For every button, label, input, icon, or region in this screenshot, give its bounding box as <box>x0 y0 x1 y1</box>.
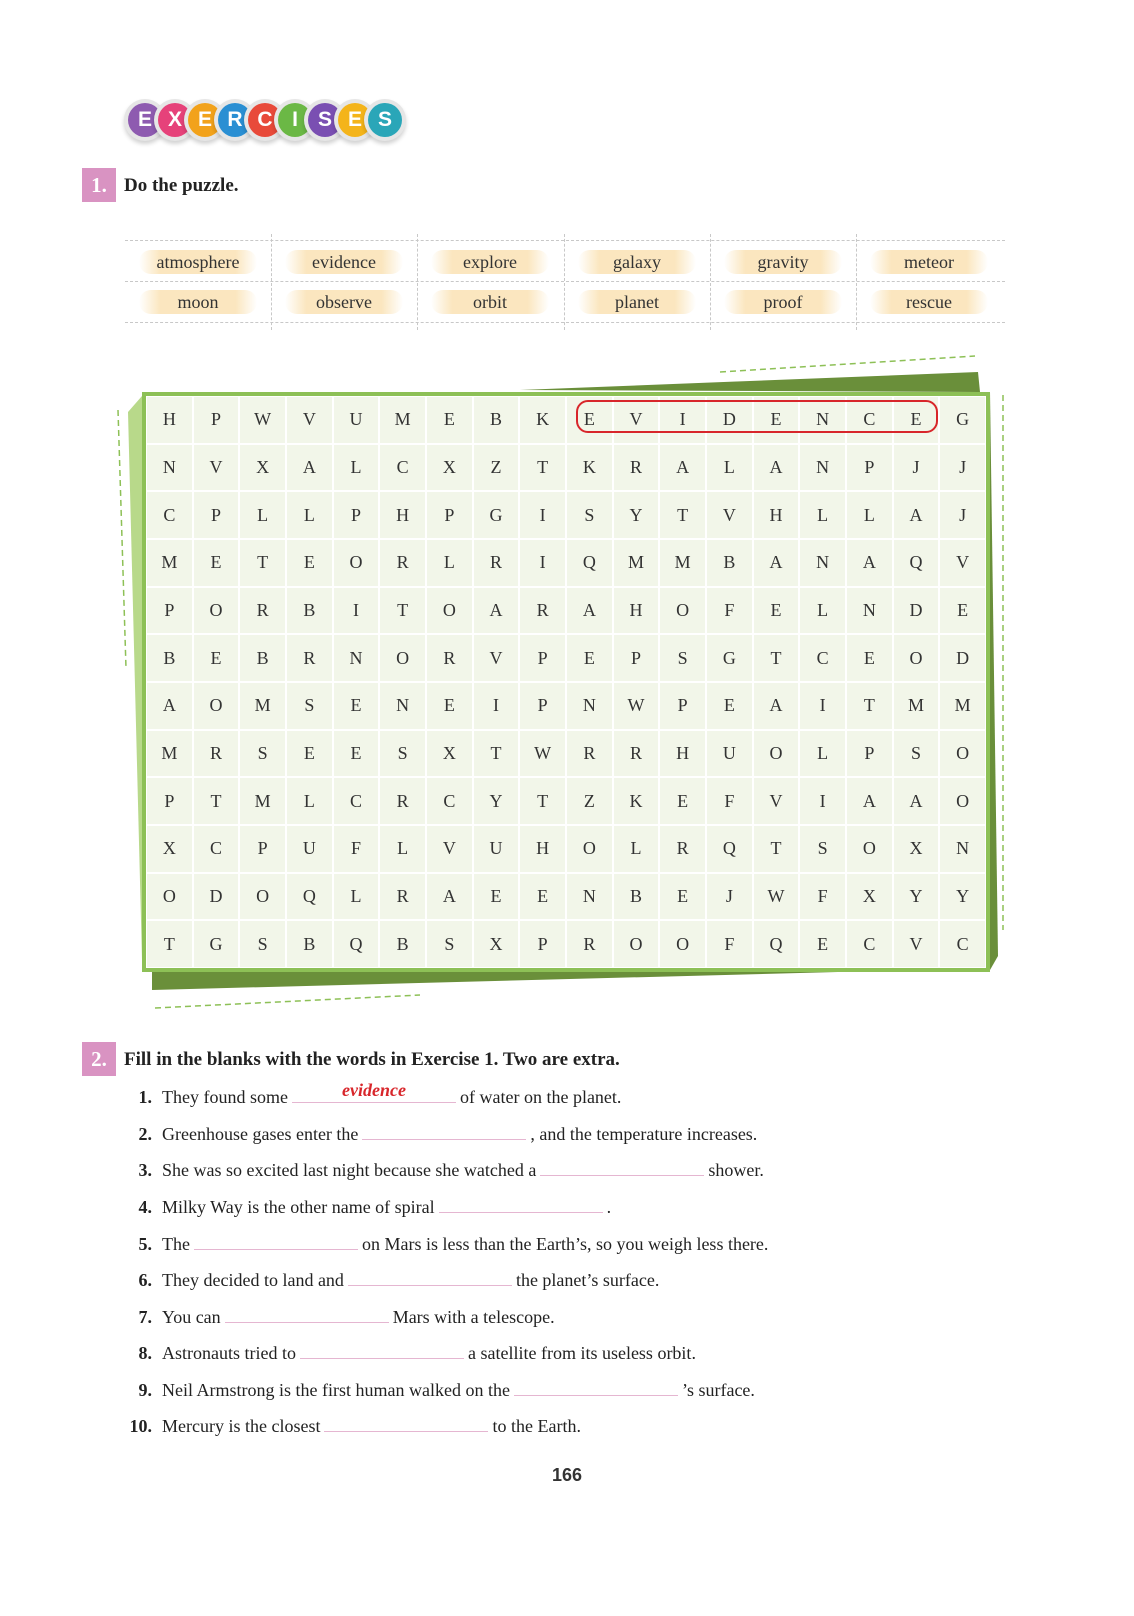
sentence-5 <box>110 1229 768 1257</box>
grid-cell: I <box>799 777 846 825</box>
grid-cell: N <box>566 682 613 730</box>
grid-cell: O <box>239 873 286 921</box>
grid-cell: X <box>846 873 893 921</box>
grid-cell: S <box>239 920 286 968</box>
grid-cell: L <box>426 539 473 587</box>
exercise-2-number: 2. <box>82 1042 116 1076</box>
grid-cell: P <box>193 491 240 539</box>
sentence-text-after: to the Earth. <box>492 1416 581 1436</box>
grid-cell: R <box>473 539 520 587</box>
grid-cell: X <box>426 444 473 492</box>
grid-cell: C <box>146 491 193 539</box>
sentence-text-before: Neil Armstrong is the first human walked on the <box>162 1380 510 1400</box>
heading-badge-r: R <box>218 103 252 137</box>
grid-cell: B <box>286 920 333 968</box>
grid-cell: E <box>659 777 706 825</box>
grid-cell: W <box>753 873 800 921</box>
grid-cell: C <box>426 777 473 825</box>
grid-cell: O <box>333 539 380 587</box>
grid-cell: N <box>379 682 426 730</box>
grid-cell: S <box>659 634 706 682</box>
grid-cell: R <box>519 587 566 635</box>
grid-cell: E <box>753 587 800 635</box>
sentence-1 <box>110 1082 621 1110</box>
page-number: 166 <box>551 1465 583 1485</box>
grid-cell: N <box>146 444 193 492</box>
grid-cell: M <box>379 396 426 444</box>
grid-cell: N <box>799 396 846 444</box>
grid-cell: A <box>566 587 613 635</box>
grid-cell: R <box>613 730 660 778</box>
grid-cell: X <box>146 825 193 873</box>
grid-cell: A <box>753 539 800 587</box>
grid-cell: N <box>799 444 846 492</box>
grid-cell: Q <box>753 920 800 968</box>
grid-cell: I <box>659 396 706 444</box>
sentence-text-after: on Mars is less than the Earth’s, so you weigh less there. <box>361 1234 769 1254</box>
grid-cell: L <box>613 825 660 873</box>
grid-cell: N <box>846 587 893 635</box>
sentence-number: 4. <box>138 1197 152 1217</box>
grid-cell: O <box>613 920 660 968</box>
grid-cell: T <box>473 730 520 778</box>
grid-cell: S <box>379 730 426 778</box>
grid-cell: P <box>239 825 286 873</box>
grid-cell: Z <box>473 444 520 492</box>
word-meteor: meteor <box>870 250 988 274</box>
heading-badge-e3: E <box>338 103 372 137</box>
sentence-number: 9. <box>138 1380 152 1400</box>
grid-cell: P <box>846 444 893 492</box>
grid-cell: E <box>706 682 753 730</box>
grid-cell: P <box>519 682 566 730</box>
grid-cell: A <box>893 491 940 539</box>
grid-cell: E <box>846 634 893 682</box>
sentence-text-after: , and the temperature increases. <box>530 1124 758 1144</box>
grid-cell: B <box>473 396 520 444</box>
grid-cell: B <box>286 587 333 635</box>
grid-cell: L <box>286 491 333 539</box>
grid-cell: E <box>893 396 940 444</box>
grid-cell: L <box>799 730 846 778</box>
grid-cell: I <box>519 491 566 539</box>
sentence-text-after: shower. <box>708 1160 764 1180</box>
sentence-number: 3. <box>138 1160 152 1180</box>
grid-cell: I <box>519 539 566 587</box>
word-moon: moon <box>139 290 257 314</box>
word-gravity: gravity <box>724 250 842 274</box>
grid-cell: E <box>286 539 333 587</box>
word-evidence: evidence <box>285 250 403 274</box>
grid-cell: E <box>333 730 380 778</box>
grid-cell: O <box>659 920 706 968</box>
grid-cell: L <box>239 491 286 539</box>
grid-cell: M <box>659 539 706 587</box>
grid-cell: U <box>333 396 380 444</box>
grid-cell: X <box>473 920 520 968</box>
grid-cell: Y <box>939 873 986 921</box>
heading-badge-i: I <box>278 103 312 137</box>
grid-cell: L <box>799 587 846 635</box>
grid-cell: C <box>799 634 846 682</box>
grid-cell: P <box>846 730 893 778</box>
answer-blank-4[interactable] <box>439 1192 603 1213</box>
sentence-text-before: She was so excited last night because she watched a <box>162 1160 537 1180</box>
grid-cell: R <box>286 634 333 682</box>
grid-cell: T <box>379 587 426 635</box>
grid-cell: X <box>239 444 286 492</box>
found-word-highlight <box>576 400 938 433</box>
sentence-text-after: ’s surface. <box>681 1380 755 1400</box>
sentence-text-before: The <box>162 1234 190 1254</box>
grid-cell: L <box>846 491 893 539</box>
word-planet: planet <box>578 290 696 314</box>
word-rescue: rescue <box>870 290 988 314</box>
grid-cell: U <box>706 730 753 778</box>
grid-cell: O <box>193 587 240 635</box>
sentence-text-before: Astronauts tried to <box>162 1343 296 1363</box>
answer-blank-2[interactable] <box>362 1119 526 1140</box>
grid-cell: H <box>519 825 566 873</box>
heading-badge-e1: E <box>128 103 162 137</box>
grid-cell: C <box>846 920 893 968</box>
grid-cell: H <box>613 587 660 635</box>
grid-cell: O <box>846 825 893 873</box>
heading-badge-e2: E <box>188 103 222 137</box>
exercise-1-title: Do the puzzle. <box>124 175 239 196</box>
grid-cell: P <box>659 682 706 730</box>
word-proof: proof <box>724 290 842 314</box>
grid-cell: R <box>426 634 473 682</box>
grid-cell: B <box>239 634 286 682</box>
grid-cell: T <box>753 634 800 682</box>
answer-text: evidence <box>342 1080 406 1100</box>
grid-cell: I <box>333 587 380 635</box>
grid-cell: H <box>659 730 706 778</box>
grid-cell: E <box>286 730 333 778</box>
grid-cell: Q <box>706 825 753 873</box>
grid-cell: D <box>706 396 753 444</box>
grid-cell: T <box>519 444 566 492</box>
grid-cell: L <box>286 777 333 825</box>
sentence-text-before: Mercury is the closest <box>162 1416 321 1436</box>
grid-cell: A <box>426 873 473 921</box>
sentence-number: 6. <box>138 1270 152 1290</box>
grid-cell: F <box>799 873 846 921</box>
grid-cell: T <box>846 682 893 730</box>
grid-cell: X <box>893 825 940 873</box>
grid-cell: W <box>239 396 286 444</box>
grid-cell: P <box>519 634 566 682</box>
grid-cell: L <box>333 444 380 492</box>
heading-badge-s1: S <box>308 103 342 137</box>
grid-cell: V <box>753 777 800 825</box>
sentence-3 <box>110 1155 764 1183</box>
grid-cell: E <box>939 587 986 635</box>
grid-cell: E <box>426 682 473 730</box>
grid-cell: Y <box>473 777 520 825</box>
grid-cell: O <box>146 873 193 921</box>
grid-cell: V <box>939 539 986 587</box>
grid-cell: G <box>193 920 240 968</box>
grid-cell: H <box>379 491 426 539</box>
grid-cell: A <box>753 682 800 730</box>
grid-cell: R <box>239 587 286 635</box>
sentence-number: 7. <box>138 1307 152 1327</box>
grid-cell: N <box>333 634 380 682</box>
grid-cell: C <box>193 825 240 873</box>
word-galaxy: galaxy <box>578 250 696 274</box>
grid-cell: O <box>753 730 800 778</box>
grid-cell: M <box>146 539 193 587</box>
grid-cell: E <box>193 634 240 682</box>
grid-cell: B <box>613 873 660 921</box>
sentence-6 <box>110 1265 659 1293</box>
grid-cell: E <box>566 634 613 682</box>
sentence-text-before: They decided to land and <box>162 1270 344 1290</box>
answer-blank-5[interactable] <box>194 1229 358 1250</box>
grid-cell: K <box>519 396 566 444</box>
grid-cell: O <box>426 587 473 635</box>
grid-cell: M <box>613 539 660 587</box>
grid-cell: I <box>473 682 520 730</box>
grid-cell: A <box>473 587 520 635</box>
grid-cell: I <box>799 682 846 730</box>
grid-cell: E <box>799 920 846 968</box>
grid-cell: V <box>706 491 753 539</box>
grid-cell: L <box>379 825 426 873</box>
grid-cell: J <box>706 873 753 921</box>
grid-cell: O <box>659 587 706 635</box>
sentence-text-before: You can <box>162 1307 221 1327</box>
grid-cell: T <box>239 539 286 587</box>
word-search-grid <box>142 392 990 972</box>
grid-cell: V <box>613 396 660 444</box>
grid-cell: R <box>193 730 240 778</box>
sentence-10 <box>110 1411 581 1439</box>
grid-cell: A <box>286 444 333 492</box>
grid-cell: V <box>193 444 240 492</box>
grid-cell: L <box>799 491 846 539</box>
sentence-text-before: They found some <box>162 1087 288 1107</box>
sentence-text-after: Mars with a telescope. <box>392 1307 555 1327</box>
grid-cell: J <box>939 444 986 492</box>
word-observe: observe <box>285 290 403 314</box>
grid-cell: C <box>846 396 893 444</box>
grid-cell: B <box>706 539 753 587</box>
sentence-8 <box>110 1338 696 1366</box>
grid-cell: T <box>146 920 193 968</box>
grid-cell: M <box>239 777 286 825</box>
sentence-text-after: the planet’s surface. <box>515 1270 660 1290</box>
grid-cell: G <box>939 396 986 444</box>
sentence-9 <box>110 1375 755 1403</box>
grid-cell: N <box>566 873 613 921</box>
grid-cell: T <box>659 491 706 539</box>
grid-cell: R <box>379 539 426 587</box>
grid-cell: E <box>333 682 380 730</box>
grid-cell: F <box>706 920 753 968</box>
grid-cell: P <box>613 634 660 682</box>
grid-cell: A <box>893 777 940 825</box>
grid-cell: R <box>613 444 660 492</box>
grid-cell: G <box>473 491 520 539</box>
grid-cell: V <box>286 396 333 444</box>
grid-cell: J <box>893 444 940 492</box>
grid-cell: S <box>893 730 940 778</box>
answer-blank-8[interactable] <box>300 1338 464 1359</box>
grid-cell: E <box>659 873 706 921</box>
sentence-2 <box>110 1119 757 1147</box>
grid-cell: N <box>939 825 986 873</box>
grid-cell: C <box>939 920 986 968</box>
grid-cell: M <box>893 682 940 730</box>
grid-cell: A <box>659 444 706 492</box>
grid-cell: F <box>706 777 753 825</box>
grid-cell: Q <box>286 873 333 921</box>
grid-cell: M <box>146 730 193 778</box>
grid-cell: L <box>333 873 380 921</box>
answer-blank-9[interactable] <box>514 1375 678 1396</box>
grid-cell: P <box>519 920 566 968</box>
sentence-number: 1. <box>138 1087 152 1107</box>
grid-cell: C <box>333 777 380 825</box>
grid-cell: R <box>379 777 426 825</box>
grid-cell: P <box>426 491 473 539</box>
grid-cell: K <box>566 444 613 492</box>
grid-cell: E <box>566 396 613 444</box>
grid-cell: S <box>239 730 286 778</box>
grid-cell: A <box>846 539 893 587</box>
grid-cell: P <box>146 587 193 635</box>
grid-cell: E <box>519 873 566 921</box>
grid-cell: Q <box>566 539 613 587</box>
grid-cell: A <box>846 777 893 825</box>
grid-cell: O <box>939 777 986 825</box>
answer-blank-7[interactable] <box>225 1302 389 1323</box>
answer-blank-10[interactable] <box>324 1411 488 1432</box>
grid-cell: T <box>519 777 566 825</box>
grid-cell: R <box>566 730 613 778</box>
exercise-1-number: 1. <box>82 168 116 202</box>
grid-cell: B <box>146 634 193 682</box>
sentence-text-before: Greenhouse gases enter the <box>162 1124 359 1144</box>
grid-cell: E <box>426 396 473 444</box>
grid-cell: P <box>193 396 240 444</box>
answer-blank-6[interactable] <box>348 1265 512 1286</box>
grid-cell: F <box>333 825 380 873</box>
grid-cell: L <box>706 444 753 492</box>
heading-badge-c: C <box>248 103 282 137</box>
grid-cell: O <box>193 682 240 730</box>
grid-cell: S <box>566 491 613 539</box>
grid-cell: E <box>193 539 240 587</box>
grid-cell: U <box>286 825 333 873</box>
grid-cell: E <box>753 396 800 444</box>
grid-cell: E <box>473 873 520 921</box>
word-atmosphere: atmosphere <box>139 250 257 274</box>
sentence-number: 5. <box>138 1234 152 1254</box>
grid-cell: N <box>799 539 846 587</box>
grid-cell: S <box>286 682 333 730</box>
grid-cell: D <box>193 873 240 921</box>
grid-cell: V <box>473 634 520 682</box>
answer-blank-3[interactable] <box>540 1155 704 1176</box>
grid-cell: B <box>379 920 426 968</box>
grid-cell: O <box>379 634 426 682</box>
grid-cell: J <box>939 491 986 539</box>
grid-cell: S <box>799 825 846 873</box>
grid-cell: O <box>566 825 613 873</box>
grid-cell: R <box>379 873 426 921</box>
sentence-number: 10. <box>129 1416 152 1436</box>
grid-cell: M <box>939 682 986 730</box>
answer-blank-1[interactable] <box>292 1082 456 1103</box>
grid-cell: H <box>146 396 193 444</box>
grid-cell: V <box>426 825 473 873</box>
sentence-4 <box>110 1192 611 1220</box>
grid-cell: D <box>939 634 986 682</box>
grid-cell: K <box>613 777 660 825</box>
sentence-text-after: a satellite from its useless orbit. <box>467 1343 696 1363</box>
grid-cell: W <box>613 682 660 730</box>
word-orbit: orbit <box>431 290 549 314</box>
grid-cell: D <box>893 587 940 635</box>
sentence-text-after: . <box>606 1197 612 1217</box>
grid-cell: Y <box>893 873 940 921</box>
grid-cell: V <box>893 920 940 968</box>
grid-cell: H <box>753 491 800 539</box>
grid-cell: W <box>519 730 566 778</box>
word-explore: explore <box>431 250 549 274</box>
sentence-7 <box>110 1302 555 1330</box>
heading-badge-s2: S <box>368 103 402 137</box>
sentence-text-after: of water on the planet. <box>459 1087 622 1107</box>
grid-cell: O <box>893 634 940 682</box>
grid-cell: U <box>473 825 520 873</box>
grid-cell: T <box>193 777 240 825</box>
grid-cell: R <box>566 920 613 968</box>
sentence-text-before: Milky Way is the other name of spiral <box>162 1197 435 1217</box>
grid-cell: X <box>426 730 473 778</box>
grid-cell: T <box>753 825 800 873</box>
grid-cell: R <box>659 825 706 873</box>
grid-cell: O <box>939 730 986 778</box>
sentence-number: 8. <box>138 1343 152 1363</box>
grid-cell: F <box>706 587 753 635</box>
grid-cell: A <box>146 682 193 730</box>
heading-badge-x: X <box>158 103 192 137</box>
grid-cell: P <box>333 491 380 539</box>
grid-cell: Q <box>893 539 940 587</box>
sentence-number: 2. <box>138 1124 152 1144</box>
grid-cell: Z <box>566 777 613 825</box>
grid-cell: M <box>239 682 286 730</box>
grid-cell: S <box>426 920 473 968</box>
grid-cell: A <box>753 444 800 492</box>
grid-cell: Y <box>613 491 660 539</box>
exercise-2-title: Fill in the blanks with the words in Exercise 1. Two are extra. <box>124 1049 620 1070</box>
grid-cell: Q <box>333 920 380 968</box>
grid-cell: P <box>146 777 193 825</box>
grid-cell: C <box>379 444 426 492</box>
grid-cell: G <box>706 634 753 682</box>
